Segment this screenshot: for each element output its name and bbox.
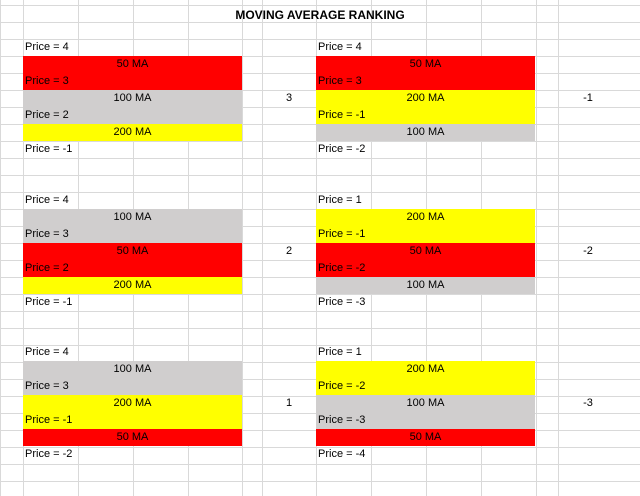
ma-band[interactable]: 50 MA [23, 56, 242, 90]
ma-band[interactable]: 50 MA [23, 243, 242, 277]
price-label[interactable]: Price = 3 [318, 75, 362, 87]
price-label[interactable]: Price = 3 [25, 380, 69, 392]
price-label[interactable]: Price = -2 [318, 380, 366, 392]
ma-band[interactable]: 200 MA [316, 209, 535, 243]
ma-band[interactable]: 200 MA [23, 124, 242, 141]
price-label[interactable]: Price = -1 [25, 143, 73, 155]
price-label[interactable]: Price = -1 [25, 414, 73, 426]
ma-band[interactable]: 200 MA [316, 90, 535, 124]
sheet-title: MOVING AVERAGE RANKING [235, 8, 405, 22]
price-label[interactable]: Price = -2 [318, 262, 366, 274]
price-label[interactable]: Price = 4 [25, 346, 69, 358]
ma-band[interactable]: 200 MA [23, 277, 242, 294]
price-label[interactable]: Price = 1 [318, 346, 362, 358]
price-label[interactable]: Price = 4 [25, 194, 69, 206]
price-label[interactable]: Price = -3 [318, 296, 366, 308]
score-left[interactable]: 1 [285, 397, 293, 409]
price-label[interactable]: Price = 3 [25, 75, 69, 87]
price-label[interactable]: Price = 4 [25, 41, 69, 53]
price-label[interactable]: Price = -1 [25, 296, 73, 308]
ma-band[interactable]: 50 MA [316, 243, 535, 277]
ma-band[interactable]: 100 MA [23, 209, 242, 243]
score-right[interactable]: -2 [583, 245, 593, 257]
price-label[interactable]: Price = -2 [318, 143, 366, 155]
price-label[interactable]: Price = 4 [318, 41, 362, 53]
score-right[interactable]: -1 [583, 92, 593, 104]
price-label[interactable]: Price = 2 [25, 262, 69, 274]
ma-band[interactable]: 100 MA [23, 90, 242, 124]
ma-band[interactable]: 100 MA [316, 277, 535, 294]
ma-band[interactable]: 100 MA [316, 395, 535, 429]
ma-band[interactable]: 200 MA [23, 395, 242, 429]
price-label[interactable]: Price = 2 [25, 109, 69, 121]
ma-band[interactable]: 50 MA [23, 429, 242, 446]
ma-band[interactable]: 200 MA [316, 361, 535, 395]
price-label[interactable]: Price = -2 [25, 448, 73, 460]
price-label[interactable]: Price = -1 [318, 228, 366, 240]
ma-band[interactable]: 100 MA [23, 361, 242, 395]
score-right[interactable]: -3 [583, 397, 593, 409]
price-label[interactable]: Price = 3 [25, 228, 69, 240]
ma-band[interactable]: 50 MA [316, 56, 535, 90]
ma-band[interactable]: 100 MA [316, 124, 535, 141]
score-left[interactable]: 3 [285, 92, 293, 104]
price-label[interactable]: Price = -1 [318, 109, 366, 121]
ma-band[interactable]: 50 MA [316, 429, 535, 446]
score-left[interactable]: 2 [285, 245, 293, 257]
price-label[interactable]: Price = -4 [318, 448, 366, 460]
price-label[interactable]: Price = 1 [318, 194, 362, 206]
price-label[interactable]: Price = -3 [318, 414, 366, 426]
